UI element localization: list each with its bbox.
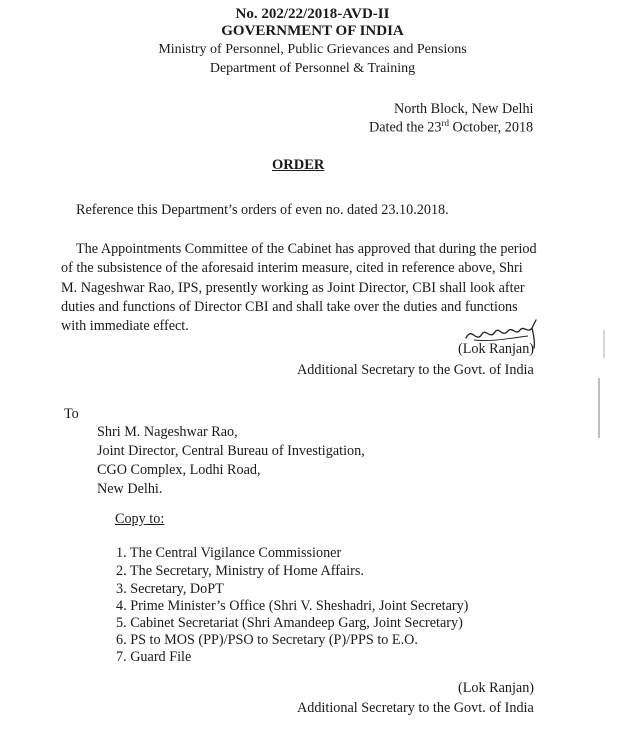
body-line: The Appointments Committee of the Cabinet has approved that during the period	[76, 241, 537, 257]
signatory-name: (Lok Ranjan)	[458, 341, 535, 357]
body-line: duties and functions of Director CBI and shall take over the duties and functions	[61, 299, 518, 315]
date-line	[369, 118, 533, 137]
body-line: of the subsistence of the aforesaid interim measure, cited in reference above, Shri	[61, 260, 523, 276]
copy-to-item: 2. The Secretary, Ministry of Home Affairs.	[116, 563, 364, 579]
scan-margin-mark	[603, 330, 605, 358]
addressee-line: New Delhi.	[97, 481, 163, 497]
place-line: North Block, New Delhi	[394, 101, 534, 117]
copy-to-item: 5. Cabinet Secretariat (Shri Amandeep Garg, Joint Secretary)	[116, 615, 463, 631]
signatory-designation-bottom: Additional Secretary to the Govt. of India	[297, 700, 534, 716]
order-number: No. 202/22/2018-AVD-II	[235, 6, 390, 22]
signatory-designation: Additional Secretary to the Govt. of India	[297, 362, 534, 378]
date-prefix: Dated the 23	[369, 119, 442, 136]
signatory-name-bottom: (Lok Ranjan)	[458, 680, 535, 696]
copy-to-item: 1. The Central Vigilance Commissioner	[116, 545, 342, 561]
addressee-line: Shri M. Nageshwar Rao,	[97, 424, 238, 440]
ministry-line: Ministry of Personnel, Public Grievances and Pensions	[158, 42, 467, 57]
order-title: ORDER	[272, 157, 325, 173]
copy-to-item: 4. Prime Minister’s Office (Shri V. Sheshadri, Joint Secretary)	[116, 598, 469, 614]
body-line: M. Nageshwar Rao, IPS, presently working as Joint Director, CBI shall look after	[61, 280, 525, 296]
copy-to-item: 3. Secretary, DoPT	[116, 581, 224, 597]
department-line: Department of Personnel & Training	[209, 61, 416, 76]
copy-to-label: Copy to:	[115, 511, 165, 527]
copy-to-item: 6. PS to MOS (PP)/PSO to Secretary (P)/PPS to E.O.	[116, 632, 418, 648]
addressee-line: CGO Complex, Lodhi Road,	[97, 462, 261, 478]
government-heading: GOVERNMENT OF INDIA	[221, 23, 404, 39]
copy-to-item: 7. Guard File	[116, 649, 192, 665]
reference-line: Reference this Department’s orders of even no. dated 23.10.2018.	[76, 202, 449, 218]
date-ordinal: rd	[441, 118, 449, 128]
body-line: with immediate effect.	[61, 318, 189, 334]
addressee-line: Joint Director, Central Bureau of Investigation,	[97, 443, 365, 459]
to-label: To	[64, 406, 79, 422]
date-rest: October, 2018	[449, 119, 534, 136]
scan-margin-mark	[598, 378, 600, 438]
